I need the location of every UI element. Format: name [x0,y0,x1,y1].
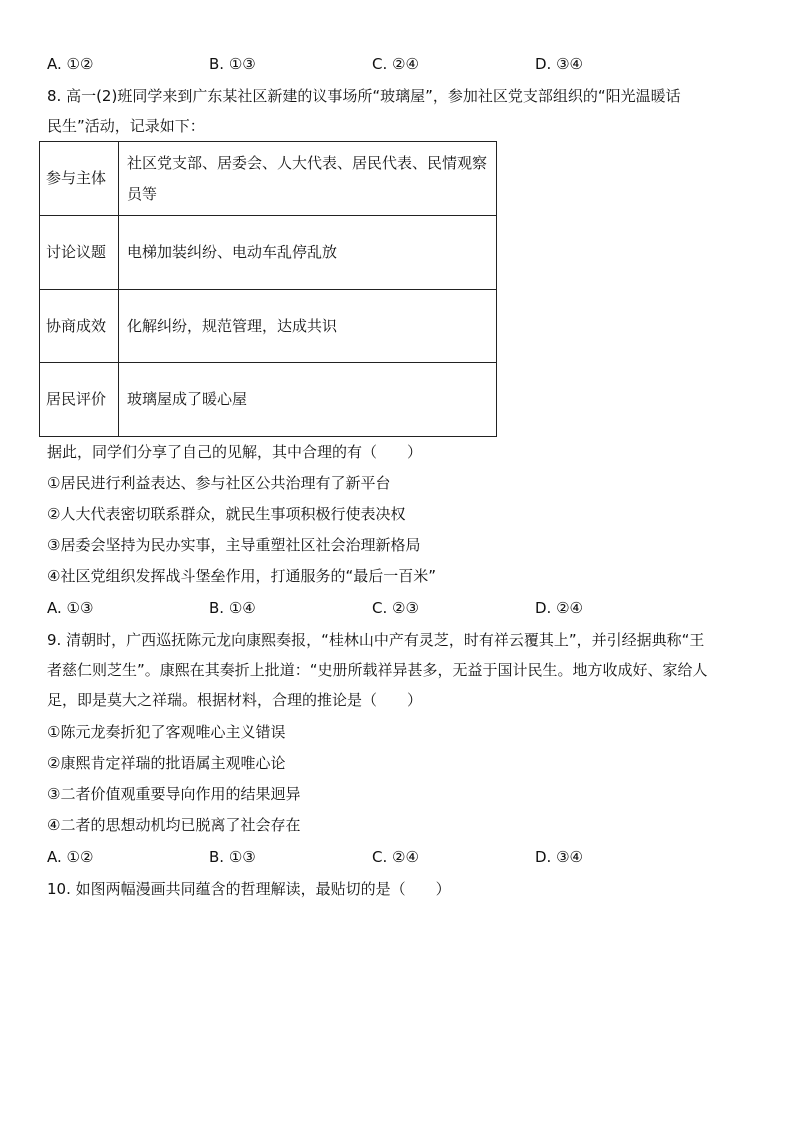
table-row [40,363,497,437]
table-key: 协商成效 [40,290,119,363]
option-c: C. ②③ [372,599,419,617]
table-key: 讨论议题 [40,216,119,290]
q8-stem-line-2: 民生”活动，记录如下： [47,117,205,135]
q10-stem: 10. 如图两幅漫画共同蕴含的哲理解读，最贴切的是（ ） [47,880,451,898]
option-d: D. ②④ [535,599,583,617]
q8-item-2: ②人大代表密切联系群众，就民生事项积极行使表决权 [47,505,406,523]
q9-stem-line-3: 足，即是莫大之祥瑞。根据材料，合理的推论是（ ） [47,691,423,709]
option-a: A. ①② [47,55,94,73]
table-key: 居民评价 [40,363,119,437]
option-b: B. ①③ [209,55,256,73]
q9-item-1: ①陈元龙奏折犯了客观唯心主义错误 [47,723,286,741]
q7-options [47,54,747,74]
q8-item-4: ④社区党组织发挥战斗堡垒作用，打通服务的“最后一百米” [47,567,436,585]
option-b: B. ①④ [209,599,256,617]
table-key: 参与主体 [40,142,119,216]
q9-item-3: ③二者价值观重要导向作用的结果迥异 [47,785,301,803]
option-c: C. ②④ [372,848,419,866]
q9-stem-line-2: 者慈仁则芝生”。康熙在其奏折上批道：“史册所载祥异甚多，无益于国计民生。地方收成好、家给人 [47,661,708,679]
q9-options [47,847,747,867]
q8-stem-line-1: 8. 高一(2)班同学来到广东某社区新建的议事场所“玻璃屋”，参加社区党支部组织的“阳光温暖话 [47,87,681,105]
q8-item-3: ③居委会坚持为民办实事，主导重塑社区社会治理新格局 [47,536,421,554]
option-d: D. ③④ [535,55,583,73]
q9-item-4: ④二者的思想动机均已脱离了社会存在 [47,816,301,834]
q8-options [47,598,747,618]
table-value: 玻璃屋成了暖心屋 [119,363,497,437]
q8-question: 据此，同学们分享了自己的见解，其中合理的有（ ） [47,443,423,461]
option-d: D. ③④ [535,848,583,866]
table-value: 化解纠纷，规范管理，达成共识 [119,290,497,363]
table-value: 电梯加装纠纷、电动车乱停乱放 [119,216,497,290]
q8-item-1: ①居民进行利益表达、参与社区公共治理有了新平台 [47,474,391,492]
table-row [40,216,497,290]
table-row [40,290,497,363]
q8-record-table [39,141,497,437]
option-a: A. ①③ [47,599,94,617]
table-row [40,142,497,216]
q9-stem-line-1: 9. 清朝时，广西巡抚陈元龙向康熙奏报，“桂林山中产有灵芝，时有祥云覆其上”，并引经据典称“王 [47,631,705,649]
table-value: 社区党支部、居委会、人大代表、居民代表、民情观察员等 [119,142,497,216]
option-a: A. ①② [47,848,94,866]
option-b: B. ①③ [209,848,256,866]
q9-item-2: ②康熙肯定祥瑞的批语属主观唯心论 [47,754,286,772]
option-c: C. ②④ [372,55,419,73]
